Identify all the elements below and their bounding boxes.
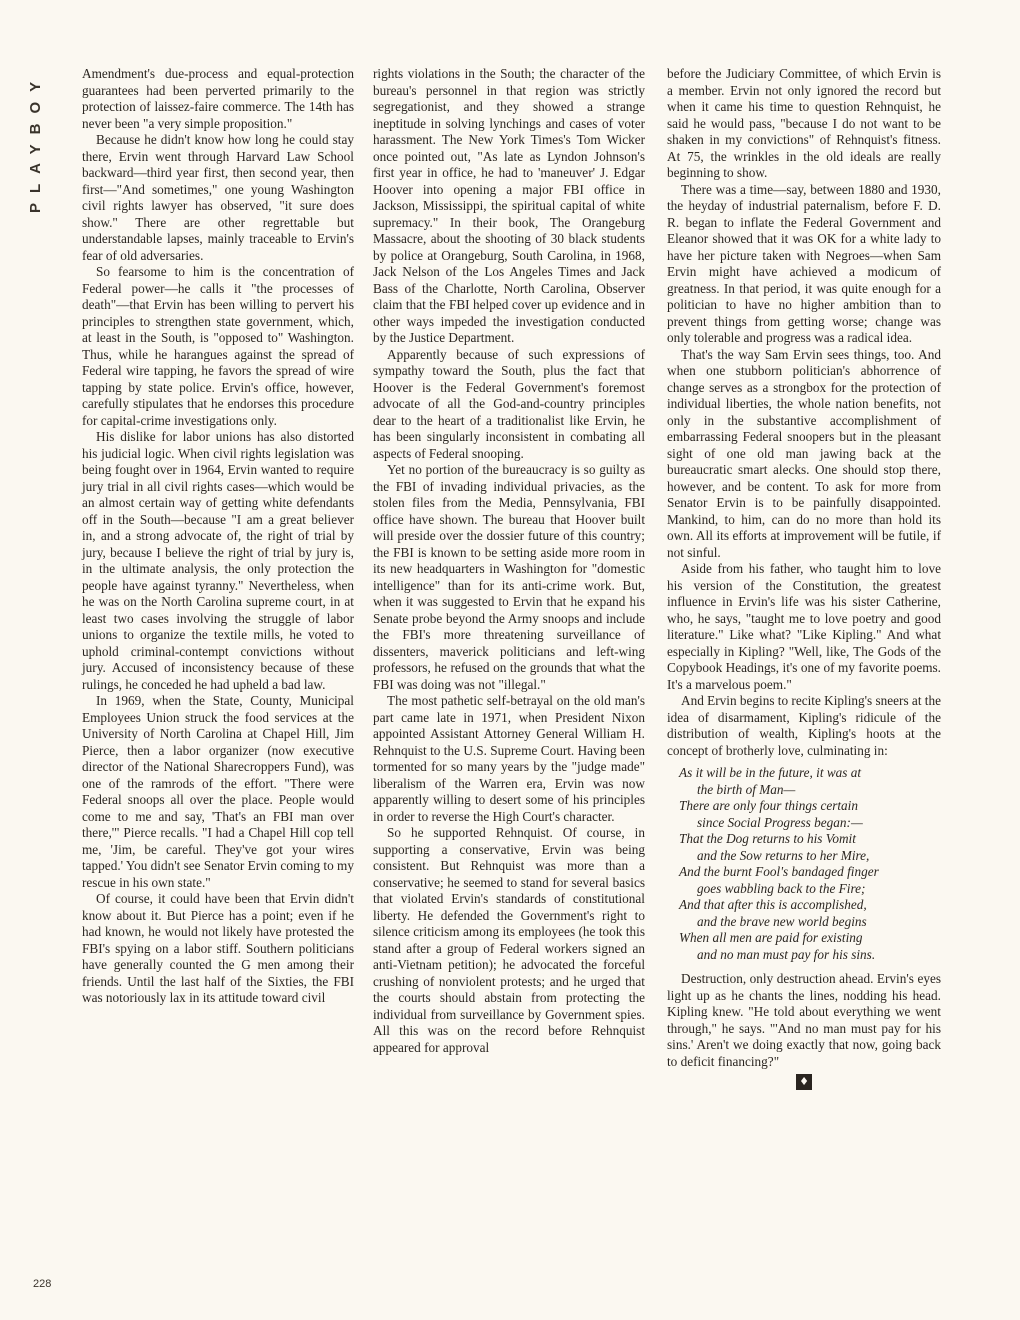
page-number: 228: [33, 1278, 52, 1290]
article-paragraph: The most pathetic self-betrayal on the old man's part came late in 1971, when President Nixon appointed Assistant Attorney General William H. Rehnquist to the U.S. Supreme Court. Having been tormented for so many years by the "judge made" liberalism of the Warren era, Ervin was now apparently willing to desert some of his principles in order to reverse the High Court's character.: [373, 693, 645, 824]
poem-line: That the Dog returns to his Vomit: [679, 831, 856, 846]
poem-quote: [679, 765, 941, 963]
article-paragraph: So he supported Rehnquist. Of course, in supporting a conservative, Ervin was being consistent. But Rehnquist was more than a conservative; he seemed to stand for several basics that violated Ervin's standards of constitutional liberty. He defended the Government's right to silence criticism among its employees (he took this stand after a group of Federal workers signed an anti-Vietnam petition); he advocated the forceful crushing of nonviolent protests; and he urged that the courts should abstain from protecting the individual from surveillance by Government spies. All this was on the record before Rehnquist appeared for approval: [373, 825, 645, 1055]
article-paragraph: Yet no portion of the bureaucracy is so guilty as the FBI of invading individual privacies, as the stolen files from the Media, Pennsylvania, FBI office have shown. The bureau that Hoover built will preside over the dossier future of this country; the FBI is known to be setting aside more room in its new headquarters in Washington for "domestic intelligence" than for its anti-crime work. But, when it was suggested to Ervin that he expand his Senate probe beyond the Army snoops and include the FBI's more threatening surveillance of dissenters, maverick politicians and left-wing professors, he refused on the grounds that what the FBI was doing was not "illegal.": [373, 462, 645, 692]
article-paragraph: Destruction, only destruction ahead. Ervin's eyes light up as he chants the lines, nodding his head. Kipling knew. "He told about everything we went through," he says. "'And no man must pay for his sins.' Aren't we doing exactly that now, going back to deficit financing?": [667, 971, 941, 1069]
article-column-2: [373, 66, 645, 1056]
poem-line: And that after this is accomplished,: [679, 897, 867, 912]
article-column-1: [82, 66, 354, 1007]
poem-line: And the burnt Fool's bandaged finger: [679, 864, 879, 879]
magazine-name-label: PLAYBOY: [27, 72, 44, 214]
poem-line: As it will be in the future, it was at: [679, 765, 862, 780]
poem-line: and the Sow returns to her Mire,: [697, 847, 870, 863]
article-paragraph: And Ervin begins to recite Kipling's sneers at the idea of disarmament, Kipling's ridicule of the distribution of wealth, Kipling's hoots at the concept of brotherly love, culminating in:: [667, 693, 941, 758]
poem-line: goes wabbling back to the Fire;: [697, 880, 866, 896]
article-paragraph: His dislike for labor unions has also distorted his judicial logic. When civil rights legislation was being fought over in 1964, Ervin wanted to require jury trial in all civil rights cases—which would be an almost certain way of getting white defendants off in the South—because "I am a great believer in, and a strong advocate of, the right of trial by jury, because I believe the right of trial by jury is, in the ultimate analysis, the only protection the people have against tyranny." Nevertheless, when he was on the North Carolina supreme court, in at least two cases involving the struggle of labor unions to organize the textile mills, he voted to uphold criminal-contempt convictions without jury. Accused of inconsistency because of these rulings, he conceded he had upheld a bad law.: [82, 429, 354, 692]
article-column-3: [667, 66, 941, 1090]
article-paragraph: Because he didn't know how long he could stay there, Ervin went through Harvard Law School backward—third year first, then second year, then first—"And sometimes," one young Washington civil rights lawyer has observed, "it sure does show." There are other regrettable but understandable lapses, mainly traceable to Ervin's fear of old adversaries.: [82, 132, 354, 263]
article-paragraph: Amendment's due-process and equal-protection guarantees had been perverted primarily to the protection of laissez-faire commerce. The 14th has never been "a very simple proposition.": [82, 66, 354, 131]
poem-line: since Social Progress began:—: [697, 814, 863, 830]
poem-line: There are only four things certain: [679, 798, 858, 813]
article-paragraph: Apparently because of such expressions of sympathy toward the South, plus the fact that Hoover is the Federal Government's foremost advocate of all the God-and-country principles dear to the heart of a traditionalist like Ervin, he has been singularly inconsistent in combating all aspects of Federal snooping.: [373, 346, 645, 461]
poem-line: When all men are paid for existing: [679, 930, 863, 945]
article-paragraph: Aside from his father, who taught him to love his version of the Constitution, the greatest influence in Ervin's life was his sister Catherine, who, he says, "taught me to love poetry and good literature." Like what? "Like Kipling." And what especially in Kipling? "Well, like, The Gods of the Copybook Headings, it's one of my favorite poems. It's a marvelous poem.": [667, 561, 941, 692]
article-paragraph: So fearsome to him is the concentration of Federal power—he calls it "the processes of death"—that Ervin has been willing to pervert his principles to strengthen state government, which, at least in the South, is "opposed to" Washington. Thus, while he harangues against the spread of Federal wire tapping, he favors the spread of wire tapping by state police. Ervin's office, however, carefully stipulates that he endorses this procedure for capital-crime investigations only.: [82, 264, 354, 428]
poem-line: and the brave new world begins: [697, 913, 867, 929]
poem-line: the birth of Man—: [697, 781, 796, 797]
article-paragraph: before the Judiciary Committee, of which Ervin is a member. Ervin not only ignored the record but when it came his time to question Rehnquist, he said he would pass, "because I do not want to be shaken in my convictions" of Rehnquist's fitness. At 75, the wrinkles in the old ideals are really beginning to show.: [667, 66, 941, 180]
article-paragraph: That's the way Sam Ervin sees things, too. And when one stubborn politician's abhorrence of change serves as a strongbox for the protection of individual liberties, the whole nation benefits, not only in the substantive accomplishment of embarrassing Federal snoopers but in the pleasant sight of one old man jawing back at the bureaucratic smart alecks. One should stop there, however, and be content. To ask for more from Senator Ervin is to be painfully disappointed. Mankind, to him, can do no more than hold its own. All its efforts at improvement will be futile, if not sinful.: [667, 346, 941, 560]
article-paragraph: There was a time—say, between 1880 and 1930, the heyday of industrial paternalism, before F. D. R. began to inflate the Federal Government and Eleanor showed that it was OK for a white lady to have her picture taken with Negroes—when Sam Ervin might have achieved a modicum of greatness. In that period, it was quite enough for a politician to have no higher ambition than to prevent things from getting worse; change was only tolerable and progress was a radical idea.: [667, 181, 941, 345]
article-paragraph: Of course, it could have been that Ervin didn't know about it. But Pierce has a point; even if he had known, he would not likely have protested the FBI's spying on a labor stiff. Southern politicians have generally counted the G men among their friends. Until the last half of the Sixties, the FBI was notoriously lax in its attitude toward civil: [82, 891, 354, 1005]
article-paragraph: rights violations in the South; the character of the bureau's personnel in that region was strictly segregationist, and they showed a strange ineptitude in solving lynchings and cases of voter harassment. The New York Times's Tom Wicker once pointed out, "As late as Lyndon Johnson's first year in office, he had to 'maneuver' J. Edgar Hoover into opening a major FBI office in Jackson, Mississippi, the spiritual capital of white supremacy." In their book, The Orangeburg Massacre, about the shooting of 30 black students by police at Orangeburg, South Carolina, in 1968, Jack Nelson of the Los Angeles Times and Jack Bass of the Charlotte, North Carolina, Observer claim that the FBI helped cover up evidence and in other ways impeded the investigation conducted by the Justice Department.: [373, 66, 645, 345]
article-paragraph: In 1969, when the State, County, Municipal Employees Union struck the food services at the University of North Carolina at Chapel Hill, Jim Pierce, then a labor organizer (now executive director of the National Sharecroppers Fund), was one of the ramrods of the effort. "There were Federal snoops all over the place. People would come to me and say, 'That's an FBI man over there,'" Pierce recalls. "I had a Chapel Hill cop tell me, 'Jim, be careful. They've got your wires tapped.' You didn't see Senator Ervin coming to my rescue in his own state.": [82, 693, 354, 890]
poem-line: and no man must pay for his sins.: [697, 946, 876, 962]
end-of-article-icon: ♦: [796, 1074, 812, 1090]
